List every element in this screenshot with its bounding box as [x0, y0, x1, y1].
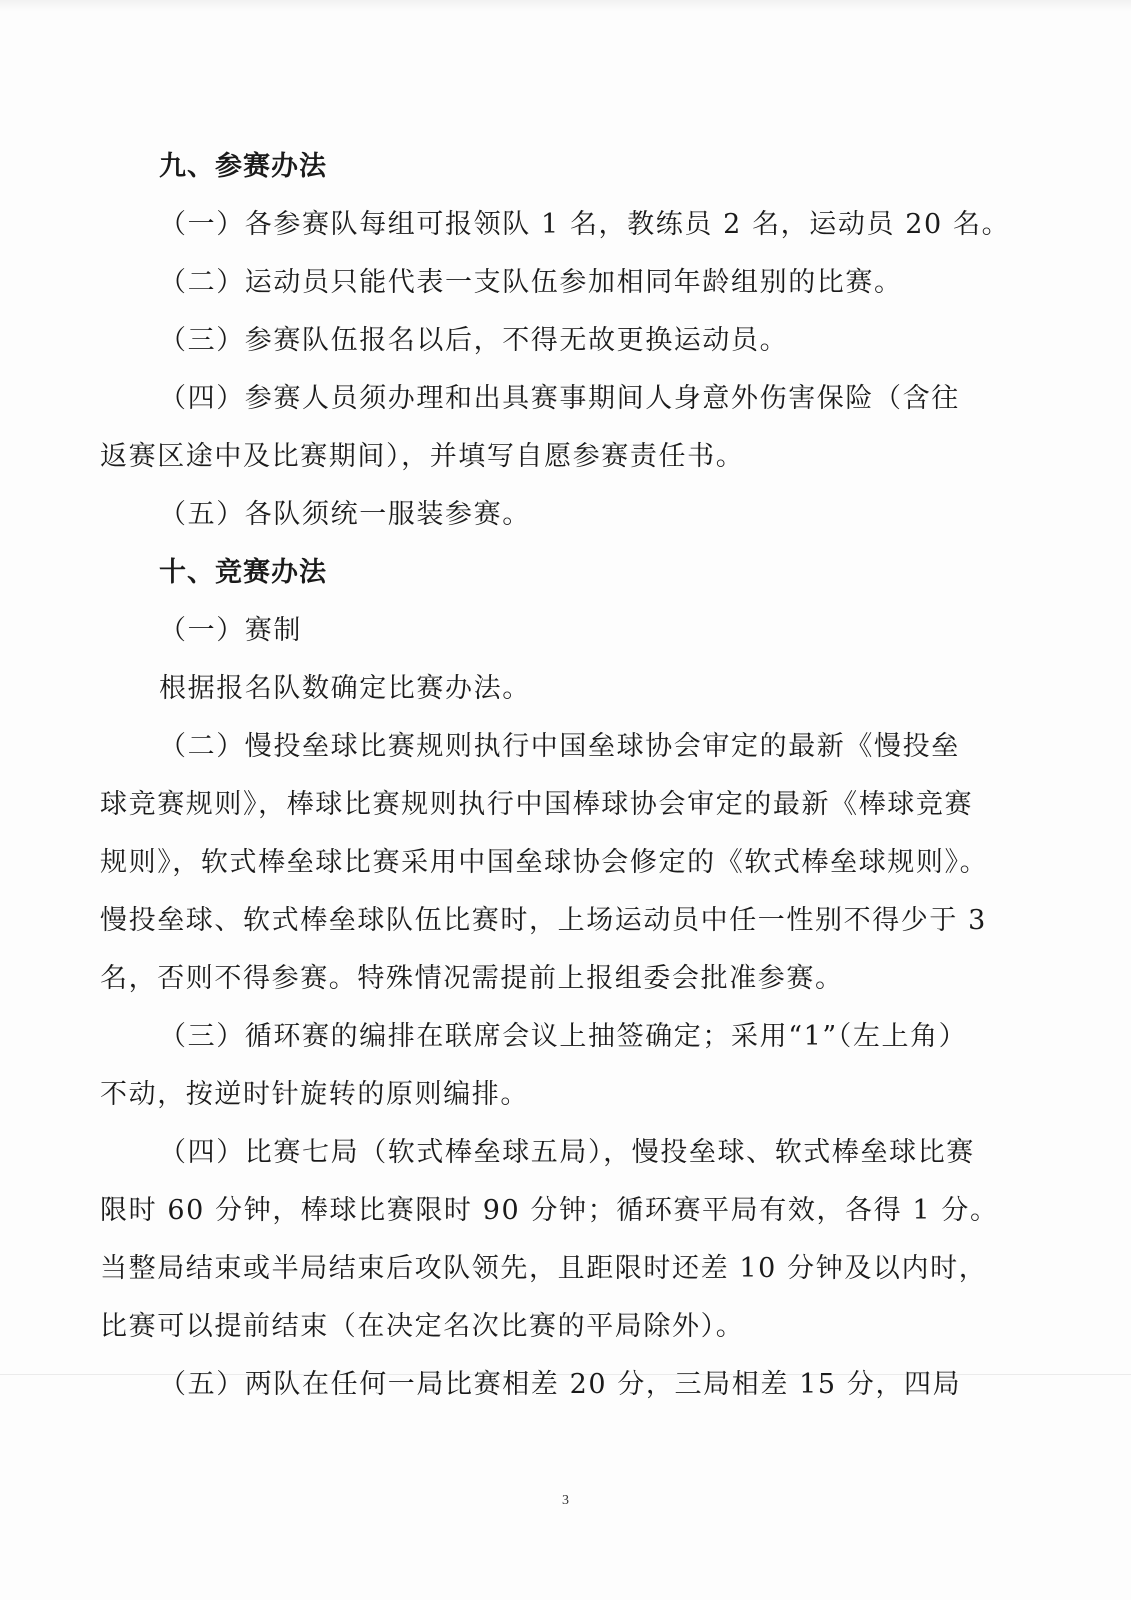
paragraph-line: （三）循环赛的编排在联席会议上抽签确定；采用“1”（左上角）: [159, 1021, 968, 1052]
paragraph-line: 不动，按逆时针旋转的原则编排。: [100, 1079, 529, 1110]
paragraph-line: 名，否则不得参赛。特殊情况需提前上报组委会批准参赛。: [100, 963, 844, 994]
document-body: [100, 138, 1035, 1414]
paragraph-line: 规则》，软式棒垒球比赛采用中国垒球协会修定的《软式棒垒球规则》。: [100, 847, 989, 878]
paragraph-line: （二）慢投垒球比赛规则执行中国垒球协会审定的最新《慢投垒: [159, 731, 960, 762]
paragraph-line: （四）比赛七局（软式棒垒球五局），慢投垒球、软式棒垒球比赛: [159, 1137, 975, 1168]
page-number: 3: [562, 1493, 569, 1508]
paragraph-line: 根据报名队数确定比赛办法。: [159, 673, 531, 704]
paragraph-line: （五）各队须统一服装参赛。: [159, 499, 531, 530]
paragraph-line: （一）赛制: [159, 615, 302, 646]
paragraph-line: 慢投垒球、软式棒垒球队伍比赛时，上场运动员中任一性别不得少于 3: [100, 905, 987, 936]
section-heading-nine: 九、参赛办法: [159, 151, 327, 182]
paragraph-line: 返赛区途中及比赛期间），并填写自愿参赛责任书。: [100, 441, 745, 472]
paragraph-line: 比赛可以提前结束（在决定名次比赛的平局除外）。: [100, 1311, 745, 1342]
section-heading-ten: 十、竞赛办法: [159, 557, 327, 588]
paragraph-line: （四）参赛人员须办理和出具赛事期间人身意外伤害保险（含往: [159, 383, 960, 414]
paragraph-line: 限时 60 分钟，棒球比赛限时 90 分钟；循环赛平局有效，各得 1 分。: [100, 1195, 999, 1226]
scan-edge: [0, 0, 1131, 12]
paragraph-line: （一）各参赛队每组可报领队 1 名，教练员 2 名，运动员 20 名。: [159, 209, 1011, 240]
paragraph-line: （三）参赛队伍报名以后，不得无故更换运动员。: [159, 325, 789, 356]
paragraph-line: 球竞赛规则》，棒球比赛规则执行中国棒球协会审定的最新《棒球竞赛: [100, 789, 974, 820]
paragraph-line: 当整局结束或半局结束后攻队领先，且距限时还差 10 分钟及以内时，: [100, 1253, 988, 1284]
paragraph-line: （五）两队在任何一局比赛相差 20 分，三局相差 15 分，四局: [159, 1369, 962, 1400]
paragraph-line: （二）运动员只能代表一支队伍参加相同年龄组别的比赛。: [159, 267, 903, 298]
